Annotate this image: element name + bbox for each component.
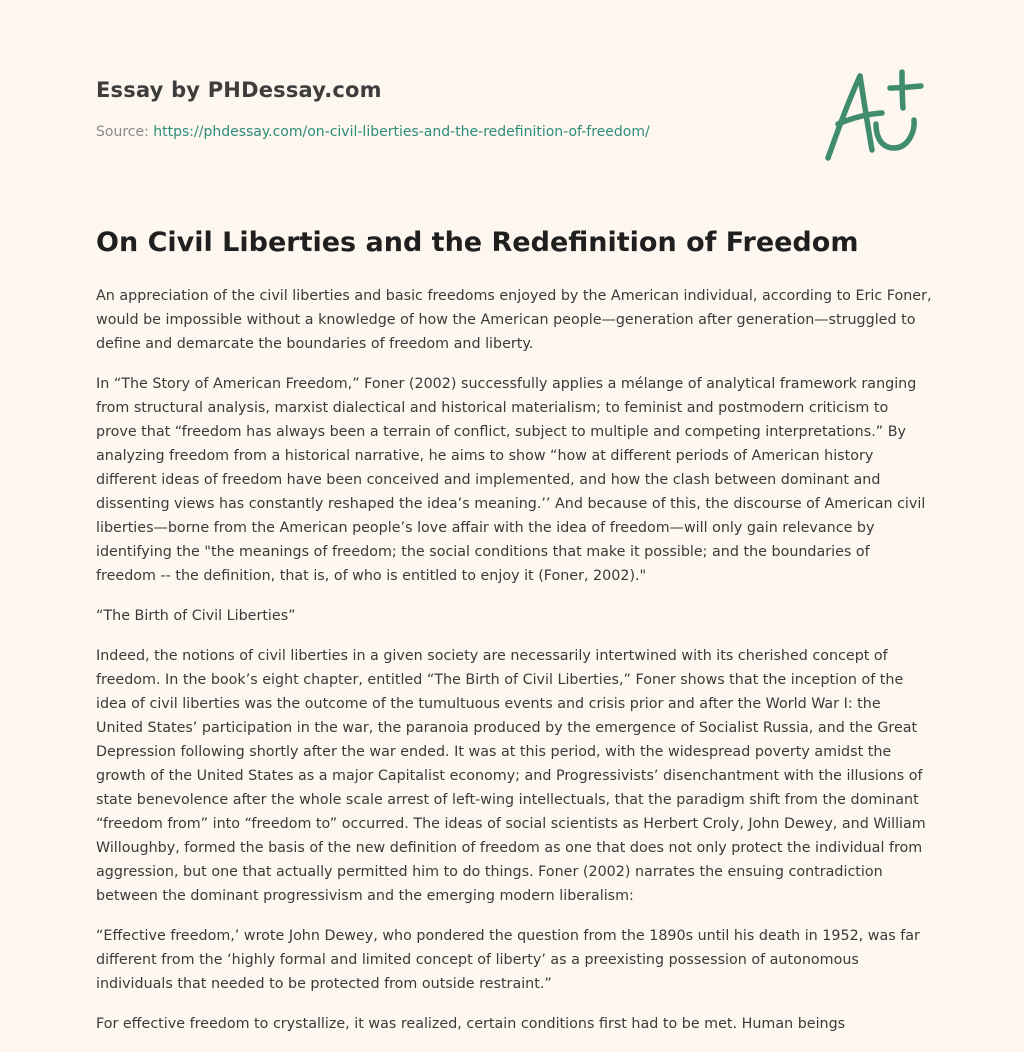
site-title: Essay by PHDessay.com [96, 78, 382, 102]
source-link[interactable]: https://phdessay.com/on-civil-liberties-and-the-redefinition-of-freedom/ [153, 124, 650, 140]
source-line [96, 124, 650, 140]
source-label: Source: [96, 124, 149, 140]
paragraph-3: Indeed, the notions of civil liberties in a given society are necessarily intertwined with its cherished concept of freedom. In the book’s eight chapter, entitled “The Birth of Civil Liberties,” Foner shows that the inception of the idea of civil liberties was the outcome of the tumultuous events and crisis prior and after the World War I: the United States’ participation in the war, the paranoia produced by the emergence of Socialist Russia, and the Great Depression following shortly after the war ended. It was at this period, with the widespread poverty amidst the growth of the United States as a major Capitalist economy; and Progressivists’ disenchantment with the illusions of state benevolence after the whole scale arrest of left-wing intellectuals, that the paradigm shift from the dominant “freedom from” into “freedom to” occurred. The ideas of social scientists as Herbert Croly, John Dewey, and William Willoughby, formed the basis of the new definition of freedom as one that does not only protect the individual from aggression, but one that actually permitted him to do things. Foner (2002) narrates the ensuing contradiction between the dominant progressivism and the emerging modern liberalism: [96, 648, 926, 904]
paragraph-4: For effective freedom to crystallize, it was realized, certain conditions first had to be met. Human beings [96, 1016, 846, 1032]
essay-title: On Civil Liberties and the Redefinition of Freedom [96, 227, 859, 258]
paragraph-1: An appreciation of the civil liberties and basic freedoms enjoyed by the American individual, according to Eric Foner, would be impossible without a knowledge of how the American people—generation after generation—struggled to define and demarcate the boundaries of freedom and liberty. [96, 288, 932, 352]
paragraph-2: In “The Story of American Freedom,” Foner (2002) successfully applies a mélange of analytical framework ranging from structural analysis, marxist dialectical and historical materialism; to feminist and postmodern criticism to prove that “freedom has always been a terrain of conflict, subject to multiple and competing interpretations.” By analyzing freedom from a historical narrative, he aims to show “how at different periods of American history different ideas of freedom have been conceived and implemented, and how the clash between dominant and dissenting views has constantly reshaped the idea’s meaning.’’ And because of this, the discourse of American civil liberties—borne from the American people’s love affair with the idea of freedom—will only gain relevance by identifying the "the meanings of freedom; the social conditions that make it possible; and the boundaries of freedom -- the definition, that is, of who is entitled to enjoy it (Foner, 2002)." [96, 376, 926, 584]
section-heading: “The Birth of Civil Liberties” [96, 608, 296, 624]
a-plus-logo-icon [818, 66, 928, 166]
essay-body [96, 284, 932, 1052]
quote-paragraph: “Effective freedom,’ wrote John Dewey, who pondered the question from the 1890s until his death in 1952, was far different from the ‘highly formal and limited concept of liberty’ as a preexisting possession of autonomous individuals that needed to be protected from outside restraint.” [96, 928, 920, 992]
